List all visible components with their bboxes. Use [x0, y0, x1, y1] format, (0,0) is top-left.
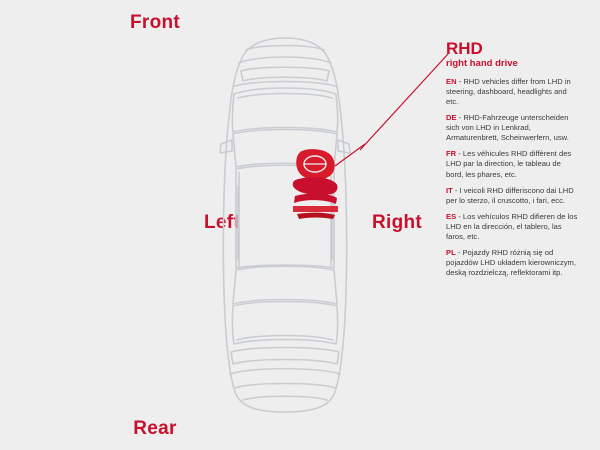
lang-code-fr: FR — [446, 149, 457, 159]
lang-code-en: EN — [446, 76, 457, 86]
direction-label-rear: Rear — [133, 418, 177, 439]
direction-label-front: Front — [129, 12, 181, 33]
lang-entry-fr: FR - Les véhicules RHD diffèrent des LHD par la direction, le tableau de bord, les phares, etc. — [446, 149, 572, 179]
lang-code-de: DE — [446, 113, 457, 123]
lang-text-fr: Les véhicules RHD diffèrent des LHD par la direction, le tableau de bord, les phares, etc. — [446, 149, 572, 179]
lang-entry-it: IT - I veicoli RHD differiscono dai LHD per lo sterzo, il cruscotto, i fari, ecc. — [446, 185, 574, 205]
steering-wheel-highlight-icon — [293, 150, 338, 219]
leader-line-extension — [360, 40, 455, 160]
direction-label-left: Left — [203, 212, 240, 233]
callout-subtitle: right hand drive — [446, 57, 518, 69]
lang-text-es: Los vehículos RHD difieren de los LHD en la dirección, el tablero, las faros, etc. — [446, 211, 578, 241]
lang-text-en: RHD vehicles differ from LHD in steering, dashboard, headlights and etc. — [446, 76, 571, 106]
rhd-callout — [446, 40, 578, 284]
lang-code-pl: PL — [446, 248, 456, 258]
lang-text-it: I veicoli RHD differiscono dai LHD per lo sterzo, il cruscotto, i fari, ecc. — [446, 185, 574, 205]
lang-text-de: RHD-Fahrzeuge unterscheiden sich von LHD in Lenkrad, Armaturenbrett, Scheinwerfern, usw. — [446, 113, 569, 143]
car-top-view-icon — [205, 36, 365, 414]
lang-entry-en: EN - RHD vehicles differ from LHD in steering, dashboard, headlights and etc. — [446, 76, 571, 106]
direction-label-right: Right — [372, 212, 423, 233]
lang-entry-pl: PL - Pojazdy RHD różnią się od pojazdów LHD układem kierowniczym, deską rozdzielczą, reflektorami itp. — [446, 248, 576, 278]
lang-code-es: ES — [446, 211, 457, 221]
lang-code-it: IT — [446, 185, 453, 195]
lang-text-pl: Pojazdy RHD różnią się od pojazdów LHD układem kierowniczym, deską rozdzielczą, reflektorami itp. — [446, 248, 576, 278]
lang-entry-es: ES - Los vehículos RHD difieren de los LHD en la dirección, el tablero, las faros, etc. — [446, 211, 578, 241]
lang-entry-de: DE - RHD-Fahrzeuge unterscheiden sich von LHD in Lenkrad, Armaturenbrett, Scheinwerfern, usw. — [446, 113, 569, 143]
callout-title: RHD — [446, 39, 483, 58]
